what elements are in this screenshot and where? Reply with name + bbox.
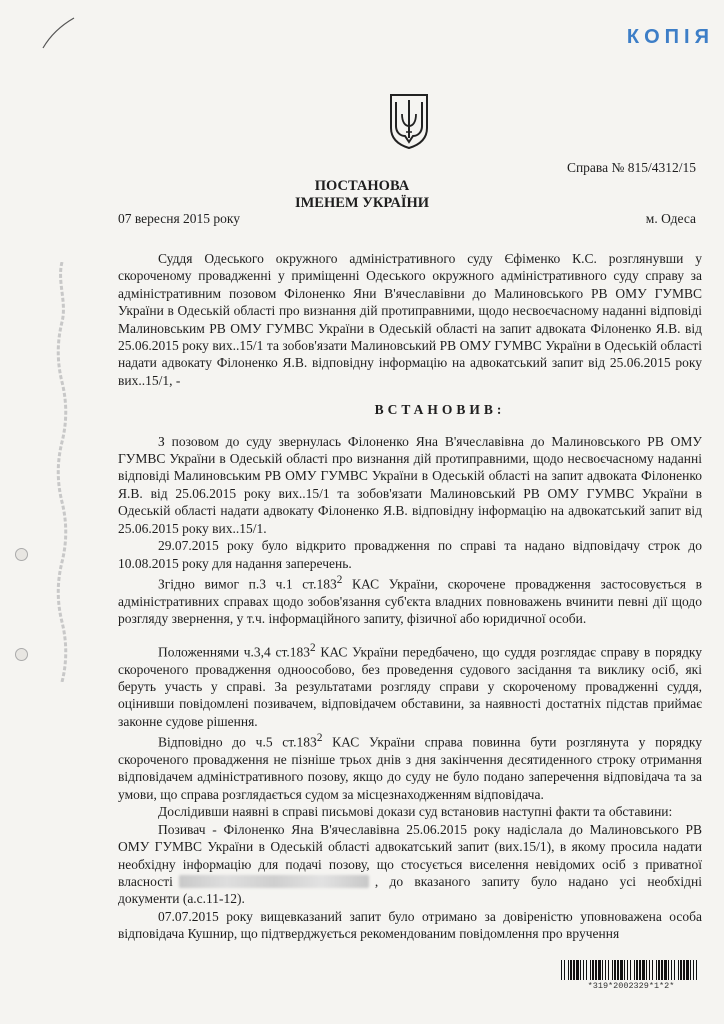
paragraph: Дослідивши наявні в справі письмові докази суд встановив наступні факти та обставини: [158,804,673,820]
barcode-number: *319*2002329*1*2* [587,981,675,991]
document-title: ПОСТАНОВА [314,178,410,194]
ukraine-coat-of-arms-icon [387,92,431,150]
paragraph: З позовом до суду звернулась Філоненко Яна В'ячеславівна до Малиновського РВ ОМУ ГУМВС України в Одеській області про визнання дій протиправними, щодо несвоєчасному наданні відповіді Малиновським РВ ОМУ ГУМВС України в Одеській області на запит адвоката Філоненко Я.В. від 25.06.2015 року вих..15/1 та зобов'язати Малиновський РВ ОМУ ГУМВС України в Одеській області надати адвокату Філоненко Я.В. відповідну інформацію на адвокатський запит від 25.06.2015 року вих..15/1. [118,433,702,536]
paragraph-text: КАС України справа повинна бути розглянута у порядку скороченого провадження не пізніше трьох днів з дня закінчення десятиденного строку отримання відповідачем адміністративного позову, якщо до суду не було подано заперечення відповідача та за умови, що справа розглядається судом за місцезнаходженням відповідача. [118,734,702,802]
paragraph-text: Згідно вимог п.3 ч.1 ст.183 [158,576,337,592]
section-heading: ВСТАНОВИВ: [374,402,506,418]
paragraph-text: КАС України, скорочене провадження застосовується в адміністративних справах щодо зобов'язання суб'єкта владних повноважень вчинити певні дії щодо розгляду звернення, у т.ч. інформаційного запиту, фізичної або юридичної особи. [118,576,703,627]
copy-stamp: КОПІЯ [626,26,714,48]
superscript: 2 [316,732,323,745]
superscript: 2 [309,641,316,654]
paragraph: 29.07.2015 року було відкрито провадження по справі та надано відповідачу строк до 10.08.2015 року для надання заперечень. [118,538,702,571]
punch-hole [15,648,28,661]
case-number: Справа № 815/4312/15 [566,160,696,175]
paragraph-text: Позивач - Філоненко Яна В'ячеславівна 25.06.2015 року надіслала до Малиновського РВ ОМУ ГУМВС України в Одеській області адвокатський запит (вих.15/1), в якому просила надати необхідну інформацію для подачі позову, що стосується виселення невідомих осіб з приватної власності [118,821,702,889]
document-subtitle: ІМЕНЕМ УКРАЇНИ [294,195,430,211]
document-date: 07 вересня 2015 року [118,211,241,226]
redacted-text [179,875,369,888]
paragraph-text: Положеннями ч.3,4 ст.183 [158,644,310,660]
intro-paragraph: Суддя Одеського окружного адміністративного суду Єфіменко К.С. розглянувши у скороченому провадженні у приміщенні Одеського окружного адміністративного суду справу за адміністративним позовом Філоненко Яни В'ячеславівни до Малиновського РВ ОМУ ГУМВС України в Одеській області про визнання дій протиправними, щодо несвоєчасному наданні відповіді Малиновським РВ ОМУ ГУМВС України в Одеській області на запит адвоката Філоненко Я.В. від 25.06.2015 року вих..15/1 та зобов'язати Малиновський РВ ОМУ ГУМВС України в Одеській області надати адвокату Філоненко Я.В. відповідну інформацію на адвокатський запит від 25.06.2015 року вих..15/1, - [118,251,702,388]
pen-mark [40,14,80,54]
paragraph-text: КАС України передбачено, що суддя розглядає справу в порядку скороченого провадження одноособово, без проведення судового засідання та виклику осіб, які беруть участь у справі. За результатами розгляду справи у скороченому провадженні суддя, оцінивши повідомлені позивачем, відповідачем обставини, за наявності достатніх підстав приймає законне судове рішення. [118,644,702,729]
punch-hole [15,548,28,561]
document-city: м. Одеса [645,211,696,226]
paragraph [118,640,702,731]
paragraph [118,821,702,908]
paragraph-text: , до вказаного запиту було надано усі необхідні документи (а.с.11-12). [118,873,702,907]
paragraph [118,572,702,628]
superscript: 2 [336,573,343,586]
paragraph [118,730,702,803]
binding-thread [55,262,69,682]
document-body [118,250,702,943]
paragraph-text: Відповідно до ч.5 ст.183 [158,734,317,750]
barcode [561,960,701,980]
paragraph: 07.07.2015 року вищевказаний запит було отримано за довіреністю уповноважена особа відповідача Кушнир, що підтверджується рекомендованим повідомлення про вручення [118,908,702,942]
